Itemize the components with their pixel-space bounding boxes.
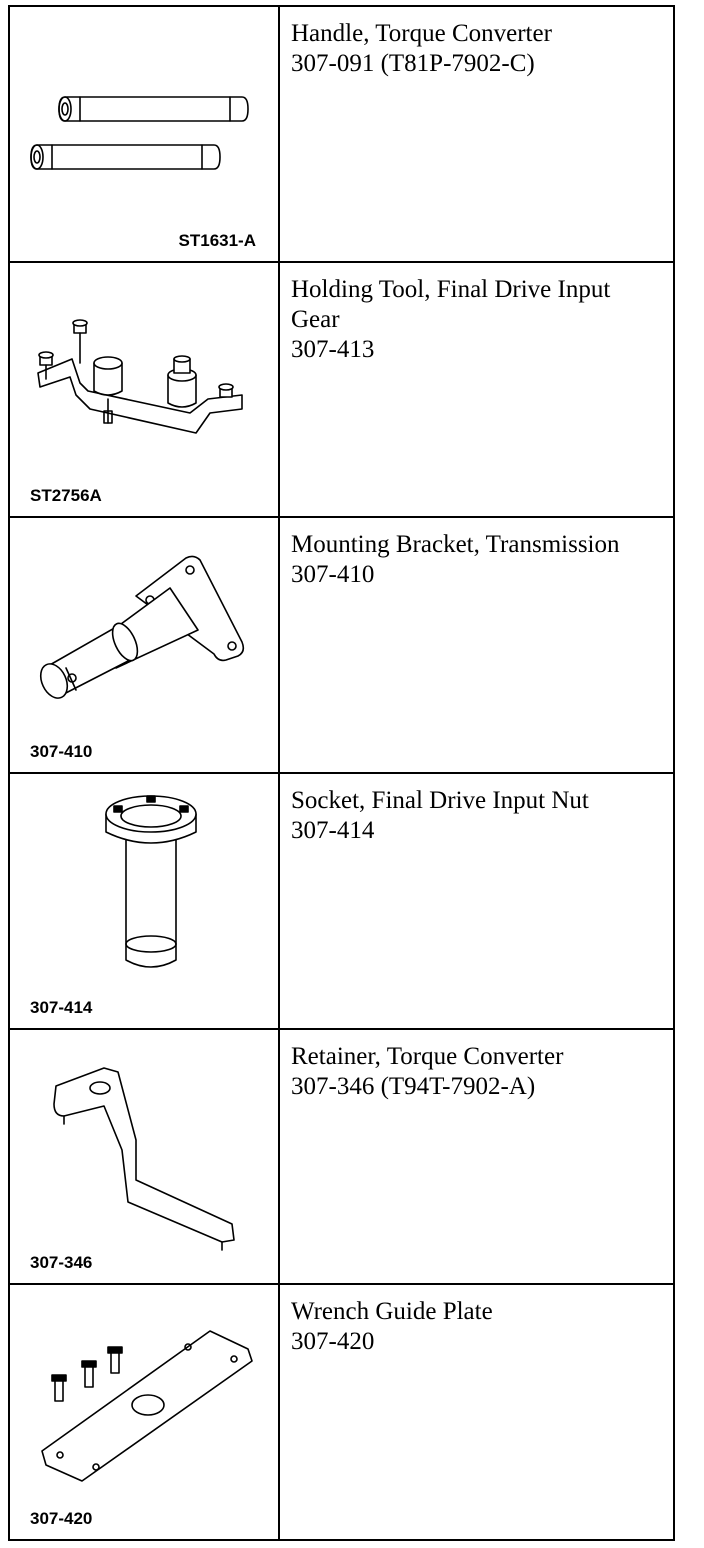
tool-number: 307-410 — [291, 561, 375, 589]
tool-name: Retainer, Torque Converter — [291, 1042, 564, 1070]
retainer-illustration — [10, 1030, 278, 1282]
table-row — [9, 1029, 674, 1285]
wrench-guide-plate-illustration — [10, 1285, 278, 1537]
tool-image-cell — [9, 1029, 279, 1285]
tool-description-cell — [279, 773, 674, 1029]
special-tools-table — [8, 5, 675, 1541]
mounting-bracket-illustration — [10, 518, 278, 770]
table-row — [9, 517, 674, 773]
table-row — [9, 6, 674, 262]
tool-number: 307-346 (T94T-7902-A) — [291, 1072, 536, 1100]
tool-description-cell — [279, 262, 674, 518]
tool-description-cell — [279, 1284, 674, 1540]
table-row — [9, 262, 674, 518]
tool-image-cell — [9, 262, 279, 518]
tool-description-cell — [279, 517, 674, 773]
tool-image-cell — [9, 773, 279, 1029]
tool-image-cell — [9, 517, 279, 773]
tool-image-label: 307-346 — [30, 1253, 93, 1273]
holding-tool-illustration — [10, 263, 278, 515]
tool-name: Wrench Guide Plate — [291, 1298, 493, 1326]
tool-image-cell — [9, 6, 279, 262]
tool-name: Socket, Final Drive Input Nut — [291, 786, 589, 814]
tool-number: 307-420 — [291, 1328, 375, 1356]
tool-number: 307-091 (T81P-7902-C) — [291, 50, 535, 77]
socket-illustration — [10, 774, 278, 1026]
torque-converter-handle-illustration — [10, 7, 278, 259]
table-row — [9, 773, 674, 1029]
table-row — [9, 1284, 674, 1540]
tool-image-label: 307-420 — [30, 1509, 93, 1528]
tool-image-cell — [9, 1284, 279, 1540]
tool-description-cell — [279, 6, 674, 262]
tool-image-label: 307-414 — [30, 997, 93, 1017]
tool-name: Mounting Bracket, Transmission — [291, 531, 620, 559]
tool-name: Handle, Torque Converter — [291, 20, 552, 47]
tool-image-label: ST1631-A — [178, 230, 256, 250]
tool-image-label: ST2756A — [30, 486, 102, 506]
tool-image-label: 307-410 — [30, 741, 93, 761]
tool-name: Holding Tool, Final Drive Input — [291, 275, 611, 303]
tool-number: 307-414 — [291, 816, 375, 844]
tool-name-continued: Gear — [291, 305, 340, 333]
tool-description-cell — [279, 1029, 674, 1285]
tool-number: 307-413 — [291, 335, 375, 363]
